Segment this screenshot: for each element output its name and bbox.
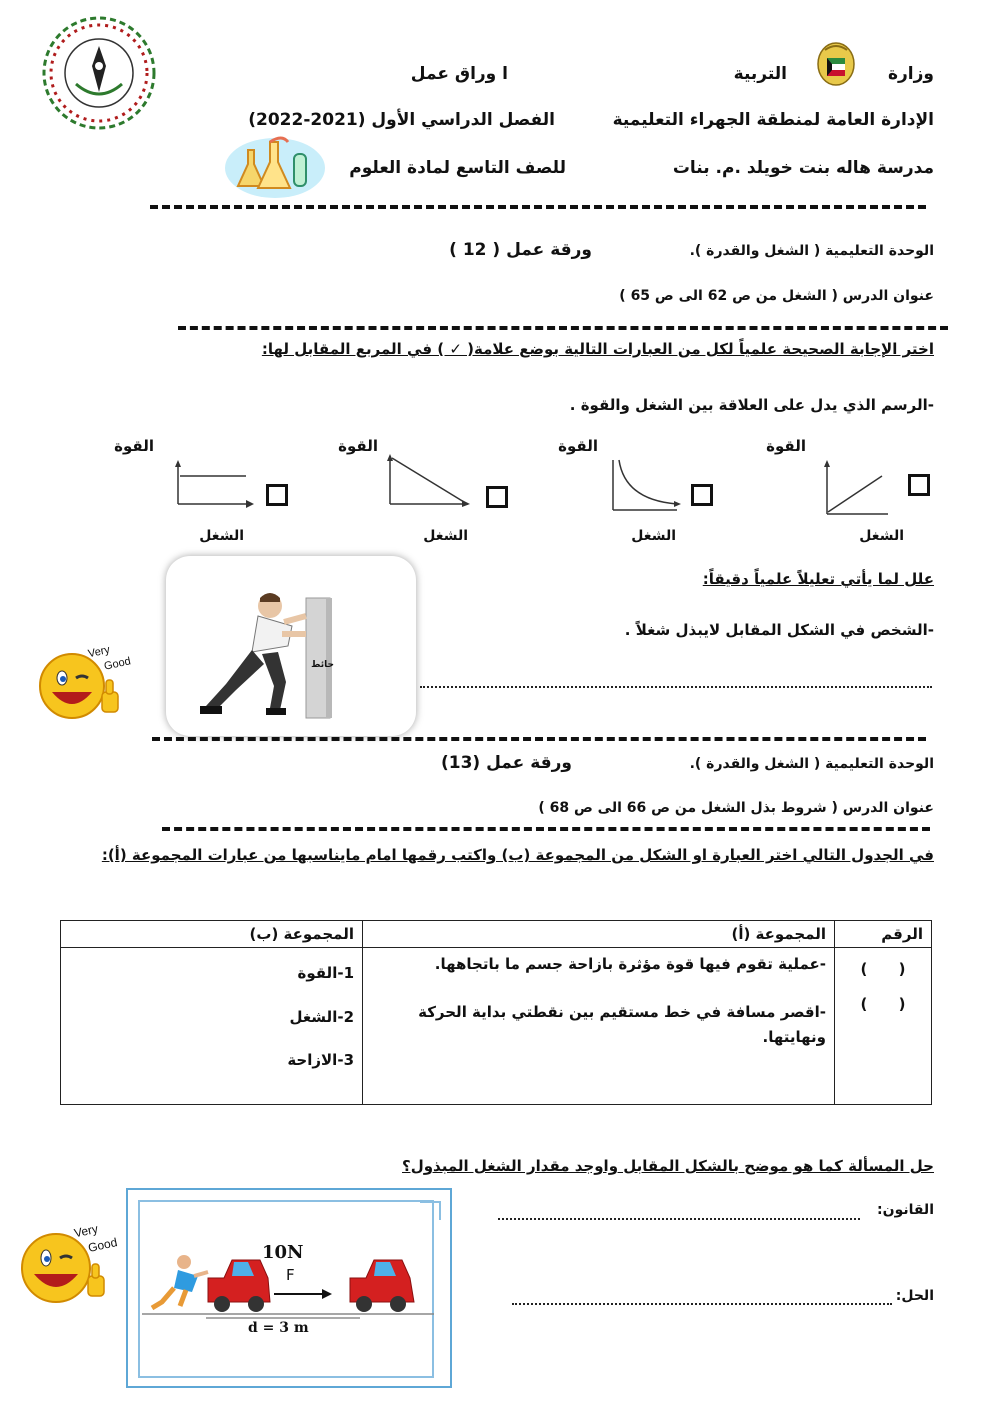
ministry-emblem: [815, 40, 857, 88]
lab-flasks-icon: [220, 128, 330, 200]
graph-work-label-1: الشغل: [859, 528, 904, 544]
graph-work-label-3: الشغل: [423, 528, 468, 544]
problem-statement: حل المسألة كما هو موضح بالشكل المقابل واوجد مقدار الشغل المبذول؟: [402, 1157, 934, 1175]
graph-force-label-2: القوة: [558, 437, 598, 455]
header-group-a: المجموعة (أ): [363, 921, 835, 948]
header-ministry-2: التربية: [733, 64, 787, 84]
very-good-smiley-icon: [36, 640, 146, 720]
graph-option-decreasing: [384, 452, 474, 510]
sheet12-question: -الرسم الذي يدل على العلاقة بين الشغل والقوة .: [569, 396, 934, 414]
badge-good: Good: [86, 1235, 119, 1255]
group-b-item-1: 1-القوة: [297, 964, 354, 982]
num-cell[interactable]: [835, 948, 932, 1105]
header-num: الرقم: [835, 921, 932, 948]
force-value: 10N: [262, 1242, 304, 1263]
answer-checkbox-4[interactable]: [266, 484, 288, 506]
sheet12-unit: الوحدة التعليمية ( الشغل والقدرة ).: [689, 243, 934, 259]
sheet13-lesson: عنوان الدرس ( شروط بذل الشغل من ص 66 الى ص 68 ): [538, 800, 934, 816]
group-b-item-3: 3-الازاحة: [287, 1051, 354, 1069]
school-logo: [40, 14, 158, 132]
group-b-item-2: 2-الشغل: [289, 1007, 354, 1026]
graph-work-label-4: الشغل: [199, 528, 244, 544]
header-directorate: الإدارة العامة لمنطقة الجهراء التعليمية: [612, 110, 934, 130]
answer-checkbox-1[interactable]: [908, 474, 930, 496]
graph-option-constant: [172, 458, 258, 508]
divider: [152, 737, 926, 741]
force-symbol: F: [286, 1266, 295, 1284]
answer-checkbox-3[interactable]: [486, 486, 508, 508]
graph-force-label-3: القوة: [338, 437, 378, 455]
graph-force-label-4: القوة: [114, 437, 154, 455]
person-pushing-wall-image: [166, 556, 416, 736]
group-a-item-2: -اقصر مسافة في خط مستقيم بين نقطتي بداية الحركة ونهايتها.: [418, 1002, 826, 1046]
sheet13-unit: الوحدة التعليمية ( الشغل والقدرة ).: [689, 756, 934, 772]
group-a-item-1: -عملية تقوم فيها قوة مؤثرة بازاحة جسم ما باتجاهها.: [434, 955, 826, 973]
header-group-b: المجموعة (ب): [61, 921, 363, 948]
num-blank-2[interactable]: ( ): [860, 995, 906, 1014]
law-label: القانون:: [877, 1202, 934, 1218]
distance-label: d = 3 m: [248, 1320, 309, 1336]
graph-option-linear: [822, 460, 892, 518]
car-push-diagram: [126, 1188, 452, 1388]
group-b-cell: [61, 948, 363, 1105]
explain-question: -الشخص في الشكل المقابل لايبذل شغلاً .: [624, 621, 934, 639]
num-blank-1[interactable]: ( ): [860, 960, 906, 978]
answer-line[interactable]: [420, 686, 932, 688]
graph-work-label-2: الشغل: [631, 528, 676, 544]
wall-label: حائط: [311, 660, 334, 670]
solution-answer-line[interactable]: [512, 1303, 892, 1305]
sheet12-title: ورقة عمل ( 12 ): [449, 240, 592, 260]
very-good-smiley-icon: [18, 1218, 128, 1308]
badge-good: Good: [103, 655, 132, 673]
law-answer-line[interactable]: [498, 1218, 860, 1220]
graph-option-curve: [605, 454, 685, 514]
divider: [150, 205, 926, 209]
divider: [162, 827, 930, 831]
answer-checkbox-2[interactable]: [691, 484, 713, 506]
sheet12-instruction: اختر الإجابة الصحيحة علمياً لكل من العبارات التالية بوضع علامة( ✓ ) في المربع المقابل لها:: [261, 340, 934, 358]
solution-label: الحل:: [895, 1288, 934, 1304]
group-a-cell: [363, 948, 835, 1105]
header-semester: الفصل الدراسي الأول (2021-2022): [248, 110, 555, 130]
header-ministry-1: وزارة: [887, 64, 934, 84]
header-grade: للصف التاسع لمادة العلوم: [349, 158, 566, 178]
badge-very: Very: [86, 643, 112, 661]
sheet12-lesson: عنوان الدرس ( الشغل من ص 62 الى ص 65 ): [619, 288, 934, 304]
sheet13-title: ورقة عمل (13): [440, 753, 572, 773]
matching-table: [60, 920, 932, 1105]
badge-very: Very: [72, 1221, 100, 1241]
header-worksheets: ا وراق عمل: [410, 64, 508, 84]
graph-force-label-1: القوة: [766, 437, 806, 455]
header-school: مدرسة هاله بنت خويلد .م. بنات: [672, 158, 934, 178]
divider: [178, 326, 948, 330]
sheet13-instruction: في الجدول التالي اختر العبارة او الشكل من المجموعة (ب) واكتب رقمها امام ماي‍ناسبها من عبارات المجموعة (أ):: [101, 846, 934, 864]
explain-heading: علل لما يأتي تعليلاً علمياً دقيقاً:: [702, 570, 934, 588]
